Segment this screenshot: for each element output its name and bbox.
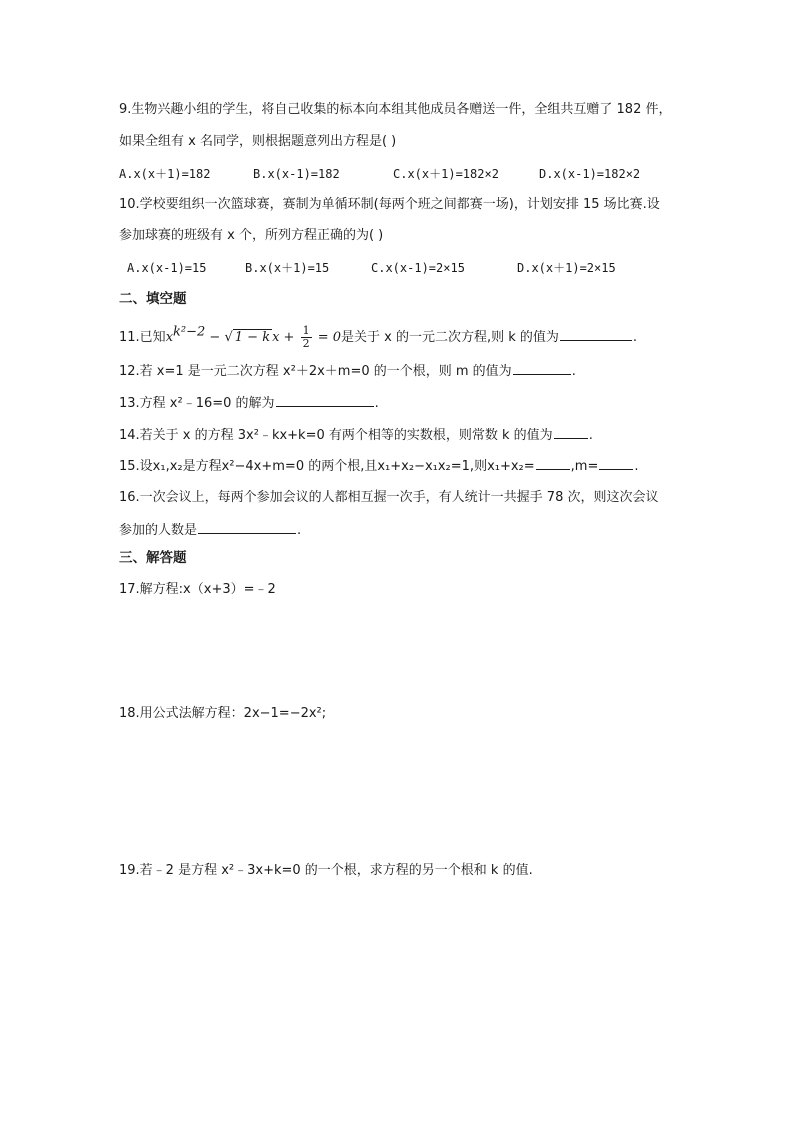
q10-option-b: B.x(x＋1)=15	[245, 261, 330, 275]
q9-option-a: A.x(x＋1)=182	[119, 167, 211, 181]
q15-mid: ,m=	[570, 459, 599, 474]
q11-end: .	[632, 330, 638, 345]
q11-suffix: 是关于 x 的一元二次方程,则 k 的值为	[341, 330, 559, 345]
q11-line	[119, 325, 637, 350]
q14-end: .	[588, 428, 593, 443]
q15-line	[119, 457, 639, 476]
q17-line: 17.解方程:x（x+3）=﹣2	[119, 582, 276, 597]
q11-answer-blank[interactable]	[560, 328, 632, 341]
q11-denominator: 2	[302, 337, 310, 350]
q11-minus: −	[205, 330, 225, 345]
q11-equals: = 0	[313, 330, 342, 345]
q16-answer-blank[interactable]	[198, 521, 296, 534]
q10-option-c: C.x(x-1)=2×15	[371, 261, 465, 275]
q11-radx: x	[272, 330, 280, 345]
q14-line	[119, 426, 593, 445]
q12-text: 12.若 x=1 是一元二次方程 x²＋2x＋m=0 的一个根，则 m 的值为	[119, 364, 512, 379]
q13-text: 13.方程 x²﹣16=0 的解为	[119, 396, 275, 411]
q14-text: 14.若关于 x 的方程 3x²﹣kx+k=0 有两个相等的实数根，则常数 k 的值为	[119, 428, 553, 443]
q19-line: 19.若﹣2 是方程 x²﹣3x+k=0 的一个根，求方程的另一个根和 k 的值.	[119, 863, 533, 878]
q15-answer-blank-2[interactable]	[599, 457, 633, 470]
q10-line1: 10.学校要组织一次篮球赛，赛制为单循环制(每两个班之间都赛一场)，计划安排 15 场比赛.设	[119, 197, 660, 212]
q18-line: 18.用公式法解方程：2x−1=−2x²;	[119, 706, 327, 721]
q15-text: 15.设x₁,x₂是方程x²−4x+m=0 的两个根,且x₁+x₂−x₁x₂=1,则x₁+x₂=	[119, 459, 535, 474]
q9-line2: 如果全组有 x 名同学，则根据题意列出方程是( )	[119, 134, 397, 149]
q11-numerator: 1	[302, 324, 310, 337]
q11-plus: +	[279, 330, 299, 345]
q13-answer-blank[interactable]	[276, 394, 374, 407]
q11-exponent: k²−2	[173, 324, 206, 340]
q9-line1: 9.生物兴趣小组的学生，将自己收集的标本向本组其他成员各赠送一件，全组共互赠了 182 件，	[119, 102, 672, 117]
q11-sqrt: √ 1 − k	[224, 330, 271, 345]
q16-end: .	[297, 523, 302, 538]
q9-option-d: D.x(x-1)=182×2	[539, 167, 641, 181]
q14-answer-blank[interactable]	[554, 426, 588, 439]
q9-option-c: C.x(x＋1)=182×2	[393, 167, 499, 181]
section-solve-heading: 三、解答题	[119, 550, 187, 566]
q16-line1: 16.一次会议上，每两个参加会议的人都相互握一次手，有人统计一共握手 78 次，则这次会议	[119, 490, 659, 505]
q11-fraction	[301, 325, 312, 350]
q10-option-d: D.x(x＋1)=2×15	[517, 261, 616, 275]
q13-line	[119, 394, 379, 413]
q9-option-b: B.x(x-1)=182	[253, 167, 340, 181]
q12-line	[119, 362, 576, 381]
q16-text: 参加的人数是	[119, 523, 198, 538]
q10-line2: 参加球赛的班级有 x 个，所列方程正确的为( )	[119, 228, 384, 243]
q12-answer-blank[interactable]	[513, 362, 571, 375]
q12-end: .	[571, 364, 576, 379]
q16-line2	[119, 521, 301, 540]
section-fill-in-heading: 二、填空题	[119, 291, 187, 307]
q13-end: .	[374, 396, 379, 411]
q15-answer-blank-1[interactable]	[536, 457, 570, 470]
q11-prefix: 11.已知	[119, 330, 166, 345]
q10-option-a: A.x(x-1)=15	[127, 261, 207, 275]
q11-base: x	[165, 330, 174, 345]
q15-end: .	[634, 459, 639, 474]
q11-radicand: 1 − k	[234, 330, 271, 345]
